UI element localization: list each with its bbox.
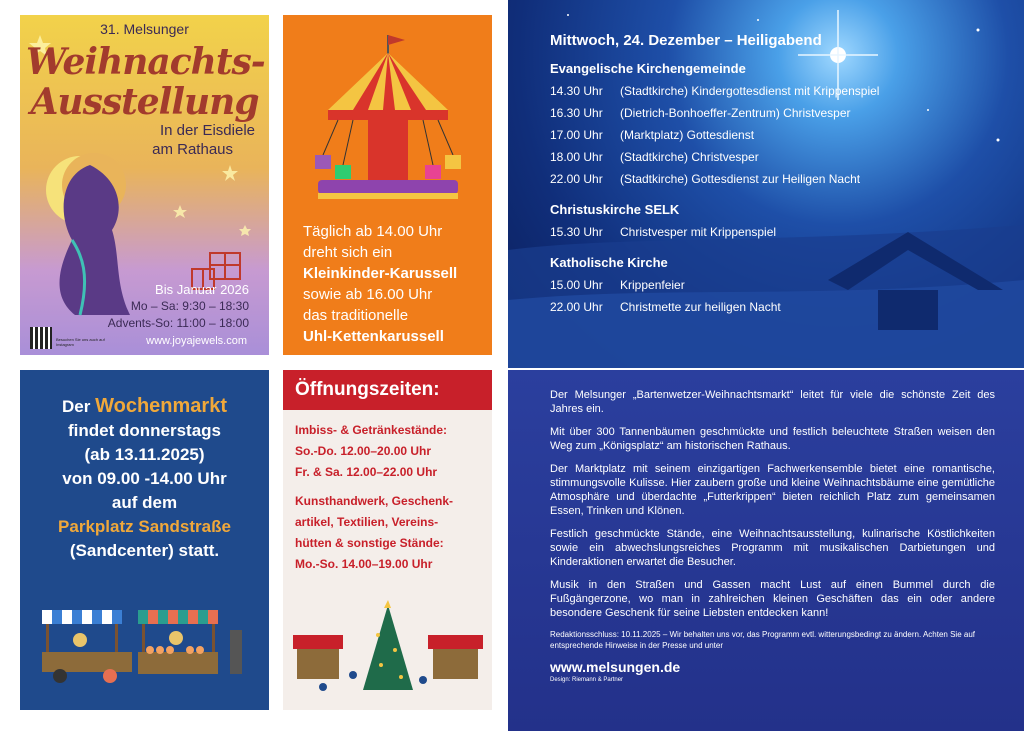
expo-website-link[interactable]: www.joyajewels.com [146,335,247,347]
service-desc: Krippenfeier [620,278,685,292]
info-paragraph-1: Der Melsunger „Bartenwetzer-Weihnachtsmarkt“ leitet für viele die schönste Zeit des Jahres ein. [550,389,995,415]
service-desc: (Stadtkirche) Kindergottesdienst mit Krippenspiel [620,84,880,98]
hours-body [295,420,485,575]
service-desc: (Dietrich-Bonhoeffer-Zentrum) Christvesper [620,106,851,120]
food-hours-1: So.-Do. 12.00–20.00 Uhr [295,444,432,458]
service-item [550,274,879,296]
service-item [550,124,879,146]
info-paragraph-3: Der Marktplatz mit seinem einzigartigen Fachwerkensemble bietet eine romantische, stimmungsvolle Kulisse. Hier zaubern große und kleine Weihnachtsbäume eine gemütliche Atmosphäre und überdachte „Futterkrippen“ bieten reichlich Platz zum gemeinsamen Essen, Trinken und Klönen. [550,463,995,517]
market-line-7: (Sandcenter) statt. [69,541,220,560]
carousel-line-6: Uhl-Kettenkarussell [303,328,444,345]
service-time: 14.30 Uhr [550,84,603,98]
expo-hours-2: Advents-So: 11:00 – 18:00 [107,316,249,330]
carousel-line-2: dreht sich ein [303,244,393,261]
eve-heading: Mittwoch, 24. Dezember – Heiligabend [550,32,822,49]
service-time: 17.00 Uhr [550,128,603,142]
exhibition-poster [20,15,269,355]
carousel-line-3: Kleinkinder-Karussell [303,265,458,282]
carousel-card [283,15,492,355]
market-line-3: (ab 13.11.2025) [84,445,205,464]
market-info-card [508,370,1024,731]
service-item [550,296,879,318]
weekly-market-card [20,370,269,710]
service-item [550,221,879,243]
service-desc: (Marktplatz) Gottesdienst [620,128,755,142]
craft-hours: Mo.-So. 14.00–19.00 Uhr [295,557,433,571]
service-item [550,102,879,124]
info-paragraph-5: Musik in den Straßen und Gassen macht Lust auf einen Bummel durch die Fußgängerzone, wo man in zahlreichen kleinen Geschäften das ein oder andere besondere Geschenk für seine Liebsten entdecken kann! [550,579,995,619]
service-time: 22.00 Uhr [550,300,603,314]
service-time: 18.00 Uhr [550,150,603,164]
group-selk: Christuskirche SELK [550,202,680,217]
qr-code[interactable] [30,327,52,349]
carousel-line-4: sowie ab 16.00 Uhr [303,286,433,303]
expo-title-1: Weihnachts- [26,41,265,83]
service-item [550,168,879,190]
carousel-line-1: Täglich ab 14.00 Uhr [303,223,443,240]
service-desc: Christmette zur heiligen Nacht [620,300,781,314]
service-item [550,146,879,168]
market-line-1 [20,394,269,419]
market-line-5: auf dem [111,493,178,512]
market-line-2: findet donnerstags [67,421,221,440]
service-desc: (Stadtkirche) Christvesper [620,150,759,164]
qr-note: Besuchen Sie uns auch auf Instagram [56,337,105,347]
expo-edition: 31. Melsunger [100,21,189,37]
expo-hours-1: Mo – Sa: 9:30 – 18:30 [130,299,249,313]
christmas-eve-card [508,0,1024,368]
food-hours-2: Fr. & Sa. 12.00–22.00 Uhr [295,465,438,479]
service-time: 22.00 Uhr [550,172,603,186]
expo-title-2: Ausstellung [30,81,259,123]
service-desc: Christvesper mit Krippenspiel [620,225,777,239]
service-time: 15.00 Uhr [550,278,603,292]
info-text [550,388,995,683]
market-stalls-illustration [20,590,269,710]
service-time: 15.30 Uhr [550,225,603,239]
hours-heading: Öffnungszeiten: [283,370,492,410]
craft-title-1: Kunsthandwerk, Geschenk- [295,494,454,508]
market-line-4: von 09.00 -14.00 Uhr [62,469,227,488]
service-item [550,80,879,102]
expo-venue-2: am Rathaus [152,141,233,158]
services-list [550,32,879,318]
market-line-6: Parkplatz Sandstraße [58,517,231,536]
carousel-text [303,221,488,347]
expo-venue-1: In der Eisdiele [159,122,255,139]
group-evangelical: Evangelische Kirchengemeinde [550,61,746,76]
info-paragraph-2: Mit über 300 Tannenbäumen geschmückte und festlich beleuchtete Straßen weisen den Weg zum „Königsplatz“ am historischen Rathaus. [550,426,995,452]
craft-title-3: hütten & sonstige Stände: [295,536,444,550]
service-time: 16.30 Uhr [550,106,603,120]
editorial-note: Redaktionsschluss: 10.11.2025 – Wir behalten uns vor, das Programm evtl. witterungsbedingt zu ändern. Achten Sie auf entsprechende Hinweise in der Presse und unter [550,630,975,650]
info-paragraph-4: Festlich geschmückte Stände, eine Weihnachtsausstellung, kulinarische Köstlichkeiten sowie ein abwechslungsreiches Programm mit musikalischen Darbietungen und Kinderaktionen erwartet die Besucher. [550,528,995,568]
christmas-market-illustration [283,595,492,705]
expo-dates [108,281,249,332]
food-title: Imbiss- & Getränkestände: [295,423,448,437]
carousel-illustration [283,15,492,215]
group-catholic: Katholische Kirche [550,255,668,270]
website-link[interactable]: www.melsungen.de [550,659,681,675]
market-der: Der [62,397,96,416]
market-text [20,394,269,563]
market-name: Wochenmarkt [95,395,227,417]
service-desc: (Stadtkirche) Gottesdienst zur Heiligen Nacht [620,172,861,186]
expo-until: Bis Januar 2026 [155,282,249,297]
craft-title-2: artikel, Textilien, Vereins- [295,515,439,529]
carousel-line-5: das traditionelle [303,307,409,324]
opening-hours-card [283,370,492,710]
design-credit: Design: Riemann & Partner [550,677,624,683]
